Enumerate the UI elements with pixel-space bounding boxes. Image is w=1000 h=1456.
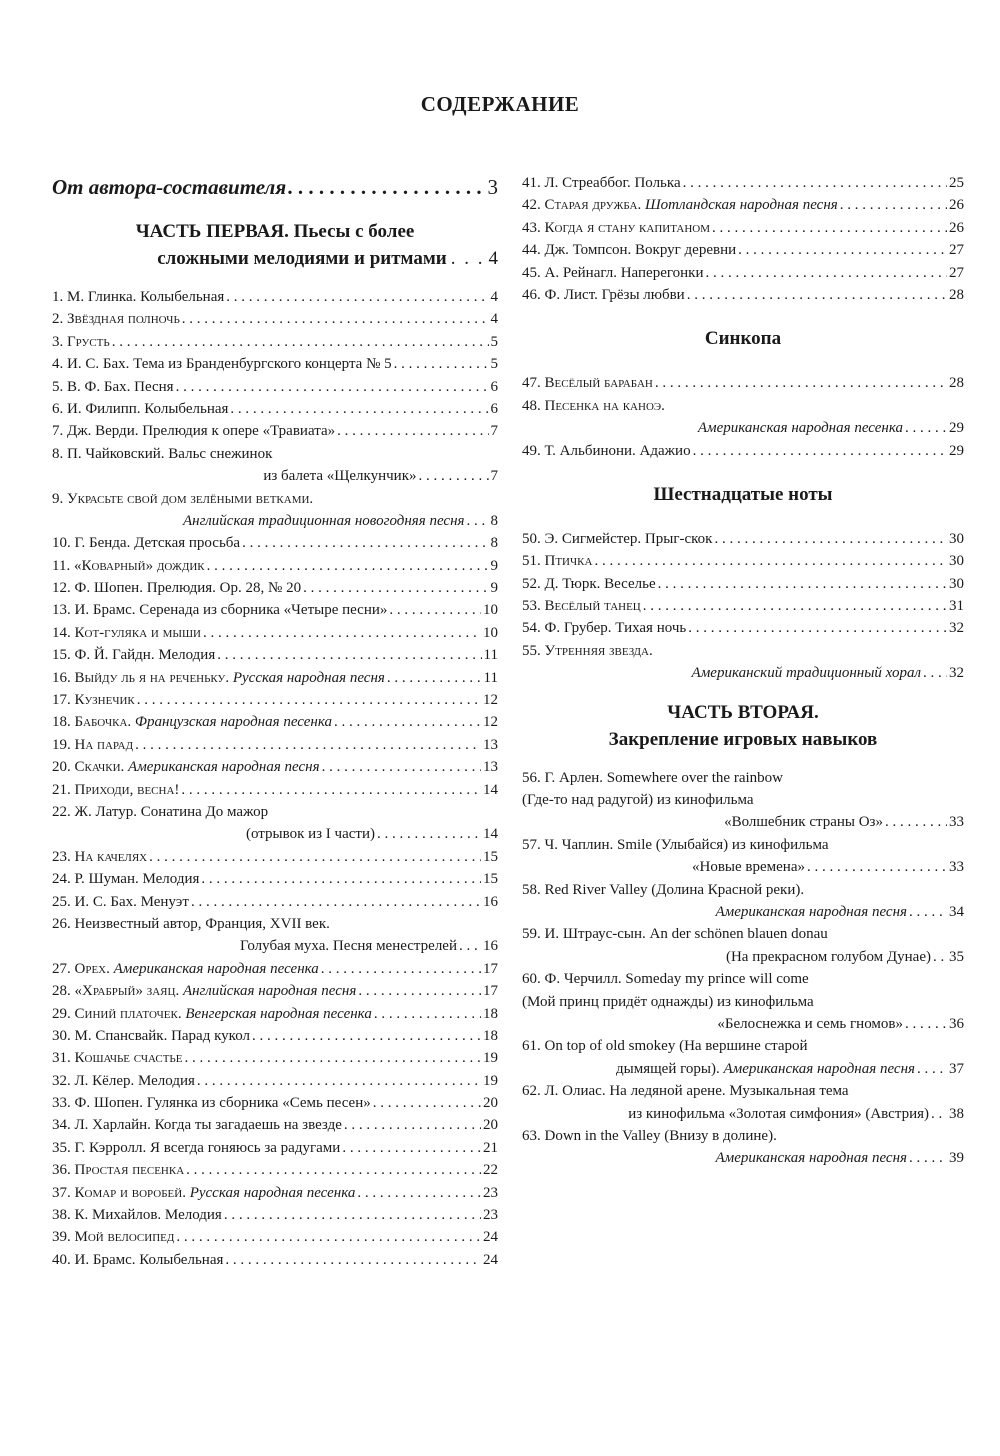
toc-entry[interactable]: 41. Л. Стреаббог. Полька . . . 25 (522, 172, 964, 194)
toc-entry-line2[interactable]: Английская традиционная новогодняя песня . . . 8 (52, 510, 498, 532)
toc-entry-line1[interactable]: 48. Песенка на каноэ. (522, 397, 665, 414)
toc-entry-line2[interactable]: (Мой принц придёт однажды) из кинофильма (522, 993, 814, 1010)
toc-entry-line1[interactable]: 9. Украсьте свой дом зелёными ветками. (52, 490, 314, 507)
toc-entry[interactable]: 28. «Храбрый» заяц. Английская народная песня . . . 17 (52, 980, 498, 1002)
toc-entry[interactable]: 21. Приходи, весна! . . . 14 (52, 779, 498, 801)
toc-entry[interactable]: 24. Р. Шуман. Мелодия . . . 15 (52, 868, 498, 890)
toc-entry[interactable]: 29. Синий платочек. Венгерская народная песенка . . . 18 (52, 1003, 498, 1025)
toc-entry[interactable]: 33. Ф. Шопен. Гулянка из сборника «Семь песен» . . . 20 (52, 1092, 498, 1114)
toc-entry[interactable]: 52. Д. Тюрк. Веселье . . . 30 (522, 573, 964, 595)
toc-entry[interactable]: 34. Л. Харлайн. Когда ты загадаешь на звезде . . . 20 (52, 1114, 498, 1136)
toc-entry[interactable]: 35. Г. Кэрролл. Я всегда гоняюсь за радугами . . . 21 (52, 1137, 498, 1159)
toc-entry[interactable]: 3. Грусть . . . 5 (52, 331, 498, 353)
page-title: СОДЕРЖАНИЕ (420, 92, 580, 116)
toc-entry[interactable]: 20. Скачки. Американская народная песня . . . 13 (52, 756, 498, 778)
toc-entry[interactable]: 46. Ф. Лист. Грёзы любви . . . 28 (522, 284, 964, 306)
toc-entry[interactable]: 12. Ф. Шопен. Прелюдия. Ор. 28, № 20 . . . 9 (52, 577, 498, 599)
toc-entry-line1[interactable]: 56. Г. Арлен. Somewhere over the rainbow (522, 769, 783, 786)
toc-entry-line2[interactable]: Американская народная песенка . . . 29 (522, 417, 964, 439)
toc-entry[interactable]: 5. В. Ф. Бах. Песня . . . 6 (52, 376, 498, 398)
toc-entry[interactable]: 49. Т. Альбинони. Адажио . . . 29 (522, 440, 964, 462)
toc-entry-line2[interactable]: (На прекрасном голубом Дунае) . . . 35 (522, 946, 964, 968)
toc-entry[interactable]: 2. Звёздная полночь . . . 4 (52, 308, 498, 330)
toc-left-column (52, 172, 498, 1271)
toc-entry-line2[interactable]: (отрывок из I части) . . . 14 (52, 823, 498, 845)
toc-entry[interactable]: 13. И. Брамс. Серенада из сборника «Четыре песни» . . . 10 (52, 599, 498, 621)
toc-entry-line2[interactable]: (Где-то над радугой) из кинофильма (522, 792, 754, 809)
toc-entry-line2[interactable]: Американский традиционный хорал . . . 32 (522, 662, 964, 684)
toc-right-column (522, 172, 964, 1170)
toc-entry-line2[interactable]: из балета «Щелкунчик» . . . 7 (52, 465, 498, 487)
toc-entry[interactable]: 39. Мой велосипед . . . 24 (52, 1226, 498, 1248)
toc-entry[interactable]: 32. Л. Кёлер. Мелодия . . . 19 (52, 1070, 498, 1092)
toc-entry-line1[interactable]: 58. Red River Valley (Долина Красной реки). (522, 881, 805, 898)
section-heading-sixteenth: Шестнадцатые ноты (653, 483, 833, 505)
toc-entry-line3[interactable]: «Белоснежка и семь гномов» . . . 36 (522, 1013, 964, 1035)
toc-entry-line1[interactable]: 26. Неизвестный автор, Франция, XVII век. (52, 915, 330, 932)
toc-entry[interactable]: 6. И. Филипп. Колыбельная . . . 6 (52, 398, 498, 420)
toc-entry[interactable]: 16. Выйду ль я на реченьку. Русская народная песня . . . 11 (52, 667, 498, 689)
toc-entry-intro[interactable]: От автора-составителя . . . 3 (52, 172, 498, 202)
toc-entry-line1[interactable]: 62. Л. Олиас. На ледяной арене. Музыкальная тема (522, 1083, 849, 1100)
toc-entry-line1[interactable]: 55. Утренняя звезда. (522, 642, 653, 659)
toc-entry[interactable]: 38. К. Михайлов. Мелодия . . . 23 (52, 1204, 498, 1226)
toc-entry-line2[interactable]: дымящей горы). Американская народная песня . . . 37 (522, 1058, 964, 1080)
toc-entry-line1[interactable]: 60. Ф. Черчилл. Someday my prince will come (522, 971, 809, 988)
toc-entry[interactable]: 17. Кузнечик . . . 12 (52, 689, 498, 711)
toc-entry-line1[interactable]: 57. Ч. Чаплин. Smile (Улыбайся) из кинофильма (522, 836, 829, 853)
toc-entry[interactable]: 30. М. Спансвайк. Парад кукол . . . 18 (52, 1025, 498, 1047)
toc-entry[interactable]: 14. Кот-гуляка и мыши . . . 10 (52, 622, 498, 644)
part-one-heading: ЧАСТЬ ПЕРВАЯ. Пьесы с более (135, 221, 415, 242)
toc-entry-line1[interactable]: 22. Ж. Латур. Сонатина До мажор (52, 803, 269, 820)
toc-entry[interactable]: 25. И. С. Бах. Менуэт . . . 16 (52, 891, 498, 913)
toc-entry-line2[interactable]: Американская народная песня . . . 39 (522, 1147, 964, 1169)
toc-entry-line2[interactable]: «Новые времена» . . . 33 (522, 856, 964, 878)
toc-entry[interactable]: 1. М. Глинка. Колыбельная . . . 4 (52, 286, 498, 308)
toc-entry-line3[interactable]: «Волшебник страны Оз» . . . 33 (522, 811, 964, 833)
toc-entry[interactable]: 18. Бабочка. Французская народная песенка . . . 12 (52, 711, 498, 733)
toc-entry[interactable]: 40. И. Брамс. Колыбельная . . . 24 (52, 1249, 498, 1271)
part-one-subheading: сложными мелодиями и ритмами . . . 4 (157, 248, 498, 269)
toc-entry-line2[interactable]: Голубая муха. Песня менестрелей . . . 16 (52, 935, 498, 957)
part-two-heading: ЧАСТЬ ВТОРАЯ. (667, 701, 819, 723)
part-two-subheading: Закрепление игровых навыков (608, 728, 878, 750)
toc-entry[interactable]: 7. Дж. Верди. Прелюдия к опере «Травиата» . . . 7 (52, 420, 498, 442)
toc-entry[interactable]: 50. Э. Сигмейстер. Прыг-скок . . . 30 (522, 528, 964, 550)
toc-entry[interactable]: 15. Ф. Й. Гайдн. Мелодия . . . 11 (52, 644, 498, 666)
toc-entry-line1[interactable]: 61. On top of old smokey (На вершине старой (522, 1038, 808, 1055)
toc-entry-line2[interactable]: Американская народная песня . . . 34 (522, 901, 964, 923)
toc-entry[interactable]: 31. Кошачье счастье . . . 19 (52, 1047, 498, 1069)
toc-entry-line1[interactable]: 63. Down in the Valley (Внизу в долине). (522, 1127, 777, 1144)
toc-entry[interactable]: 11. «Коварный» дождик . . . 9 (52, 555, 498, 577)
toc-entry[interactable]: 36. Простая песенка . . . 22 (52, 1159, 498, 1181)
toc-entry[interactable]: 43. Когда я стану капитаном . . . 26 (522, 217, 964, 239)
toc-entry[interactable]: 47. Весёлый барабан . . . 28 (522, 372, 964, 394)
toc-entry[interactable]: 45. А. Рейнагл. Наперегонки . . . 27 (522, 262, 964, 284)
toc-entry[interactable]: 54. Ф. Грубер. Тихая ночь . . . 32 (522, 617, 964, 639)
toc-entry[interactable]: 4. И. С. Бах. Тема из Бранденбургского концерта № 5 . . . 5 (52, 353, 498, 375)
toc-entry[interactable]: 44. Дж. Томпсон. Вокруг деревни . . . 27 (522, 239, 964, 261)
section-heading-syncope: Синкопа (704, 328, 782, 350)
toc-entry[interactable]: 42. Старая дружба. Шотландская народная песня . . . 26 (522, 194, 964, 216)
toc-entry[interactable]: 10. Г. Бенда. Детская просьба . . . 8 (52, 532, 498, 554)
toc-entry[interactable]: 27. Орех. Американская народная песенка . . . 17 (52, 958, 498, 980)
toc-entry[interactable]: 23. На качелях . . . 15 (52, 846, 498, 868)
toc-entry-line2[interactable]: из кинофильма «Золотая симфония» (Австрия) . . . 38 (522, 1103, 964, 1125)
toc-entry[interactable]: 53. Весёлый танец . . . 31 (522, 595, 964, 617)
toc-entry[interactable]: 51. Птичка . . . 30 (522, 550, 964, 572)
toc-entry-line1[interactable]: 8. П. Чайковский. Вальс снежинок (52, 445, 273, 462)
toc-entry-line1[interactable]: 59. И. Штраус-сын. An der schönen blauen donau (522, 926, 828, 943)
toc-entry[interactable]: 19. На парад . . . 13 (52, 734, 498, 756)
toc-entry[interactable]: 37. Комар и воробей. Русская народная песенка . . . 23 (52, 1182, 498, 1204)
